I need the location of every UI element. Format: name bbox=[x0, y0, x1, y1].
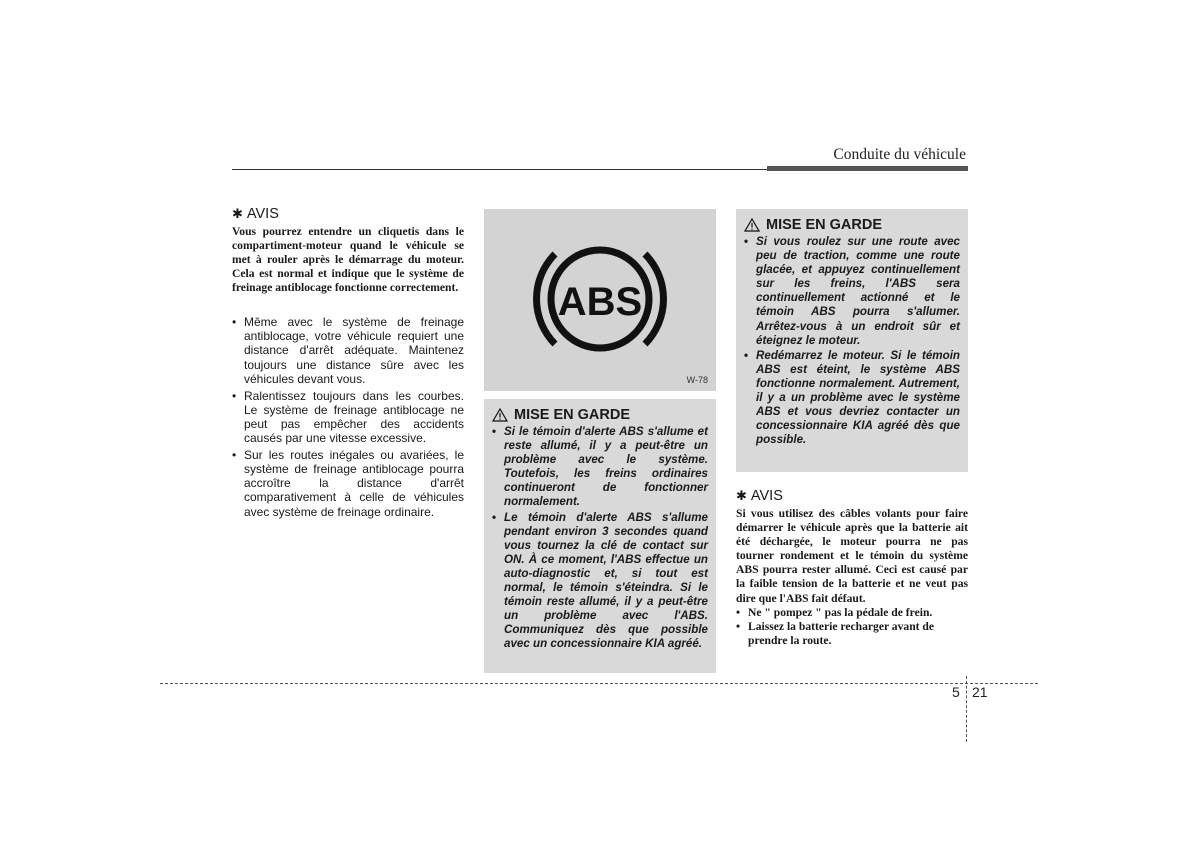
warning-title-label: MISE EN GARDE bbox=[514, 407, 631, 423]
warning-triangle-icon bbox=[492, 408, 508, 422]
page-number: 21 bbox=[972, 684, 988, 700]
list-item: • Si le témoin d'alerte ABS s'allume et reste allumé, il y a peut-être un problème avec le système. Toutefois, les freins ordinaires continueront de fonctionner normalement. bbox=[492, 425, 708, 510]
list-item: • Même avec le système de freinage antiblocage, votre véhicule requiert une distance d'arrêt adéquate. Maintenez toujours une distance sûre avec les véhicules devant vous. bbox=[232, 315, 464, 386]
avis-heading bbox=[232, 206, 464, 222]
bullet-list bbox=[736, 606, 968, 648]
note-star-icon: ✱ bbox=[736, 488, 747, 503]
header-rule bbox=[232, 169, 768, 170]
avis-text: Si vous utilisez des câbles volants pour faire démarrer le véhicule après que la batterie ait été déchargée, le moteur pourra ne pas tourner rondement et le témoin du système ABS pourra rester allumé. Ceci est causé par la faible tension de la batterie et ne veut pas dire que l'ABS fait défaut. bbox=[736, 507, 968, 605]
list-item: • Redémarrez le moteur. Si le témoin ABS est éteint, le système ABS fonctionne normalement. Autrement, il y a un problème avec le système ABS et vous devriez contacter un concessionnaire KIA agréé dès que possible. bbox=[744, 349, 960, 448]
list-item: • Laissez la batterie recharger avant de prendre la route. bbox=[736, 620, 968, 648]
left-column bbox=[232, 206, 464, 521]
warning-list bbox=[744, 235, 960, 447]
page-header-title: Conduite du véhicule bbox=[833, 146, 966, 163]
abs-warning-light-figure bbox=[484, 209, 716, 391]
avis-heading-label: AVIS bbox=[750, 488, 783, 504]
list-item: • Sur les routes inégales ou avariées, le système de freinage antiblocage pourra accroître la distance d'arrêt comparativement à celle de véhicules avec système de freinage ordinaire. bbox=[232, 448, 464, 519]
warning-list bbox=[492, 425, 708, 652]
bullet-list bbox=[232, 315, 464, 519]
chapter-number: 5 bbox=[952, 684, 960, 700]
list-item: • Ne " pompez " pas la pédale de frein. bbox=[736, 606, 968, 620]
avis-heading bbox=[736, 488, 968, 504]
right-note bbox=[736, 488, 968, 648]
warning-title bbox=[492, 407, 708, 423]
warning-title bbox=[744, 217, 960, 233]
warning-title-label: MISE EN GARDE bbox=[766, 217, 883, 233]
header-rule-accent bbox=[767, 166, 968, 171]
abs-label: ABS bbox=[557, 280, 643, 324]
list-item: • Le témoin d'alerte ABS s'allume pendant environ 3 secondes quand vous tournez la clé de contact sur ON. À ce moment, l'ABS effectue un auto-diagnostic et, si tout est normal, le témoin s'éteindra. Si le témoin reste allumé, il y a peut-être un problème avec l'ABS. Communiquez dès que possible avec un concessionnaire KIA agréé. bbox=[492, 511, 708, 652]
note-star-icon: ✱ bbox=[232, 206, 243, 221]
footer-divider bbox=[966, 676, 967, 742]
abs-indicator-icon bbox=[484, 209, 716, 391]
list-item: • Si vous roulez sur une route avec peu de traction, comme une route glacée, et appuyez continuellement sur les freins, l'ABS sera continuellement actionné et le témoin ABS pourra s'allumer. Arrêtez-vous à un endroit sûr et éteignez le moteur. bbox=[744, 235, 960, 348]
avis-heading-label: AVIS bbox=[246, 206, 279, 222]
footer-rule bbox=[160, 683, 1038, 684]
warning-box-middle bbox=[484, 399, 716, 673]
avis-text: Vous pourrez entendre un cliquetis dans le compartiment-moteur quand le véhicule se met à rouler après le démarrage du moteur. Cela est normal et indique que le système de freinage antiblocage fonctionne correctement. bbox=[232, 225, 464, 294]
figure-code: W-78 bbox=[686, 375, 708, 385]
list-item: • Ralentissez toujours dans les courbes. Le système de freinage antiblocage ne peut pas empêcher des accidents causés par une vitesse excessive. bbox=[232, 389, 464, 446]
warning-triangle-icon bbox=[744, 218, 760, 232]
warning-box-right bbox=[736, 209, 968, 472]
